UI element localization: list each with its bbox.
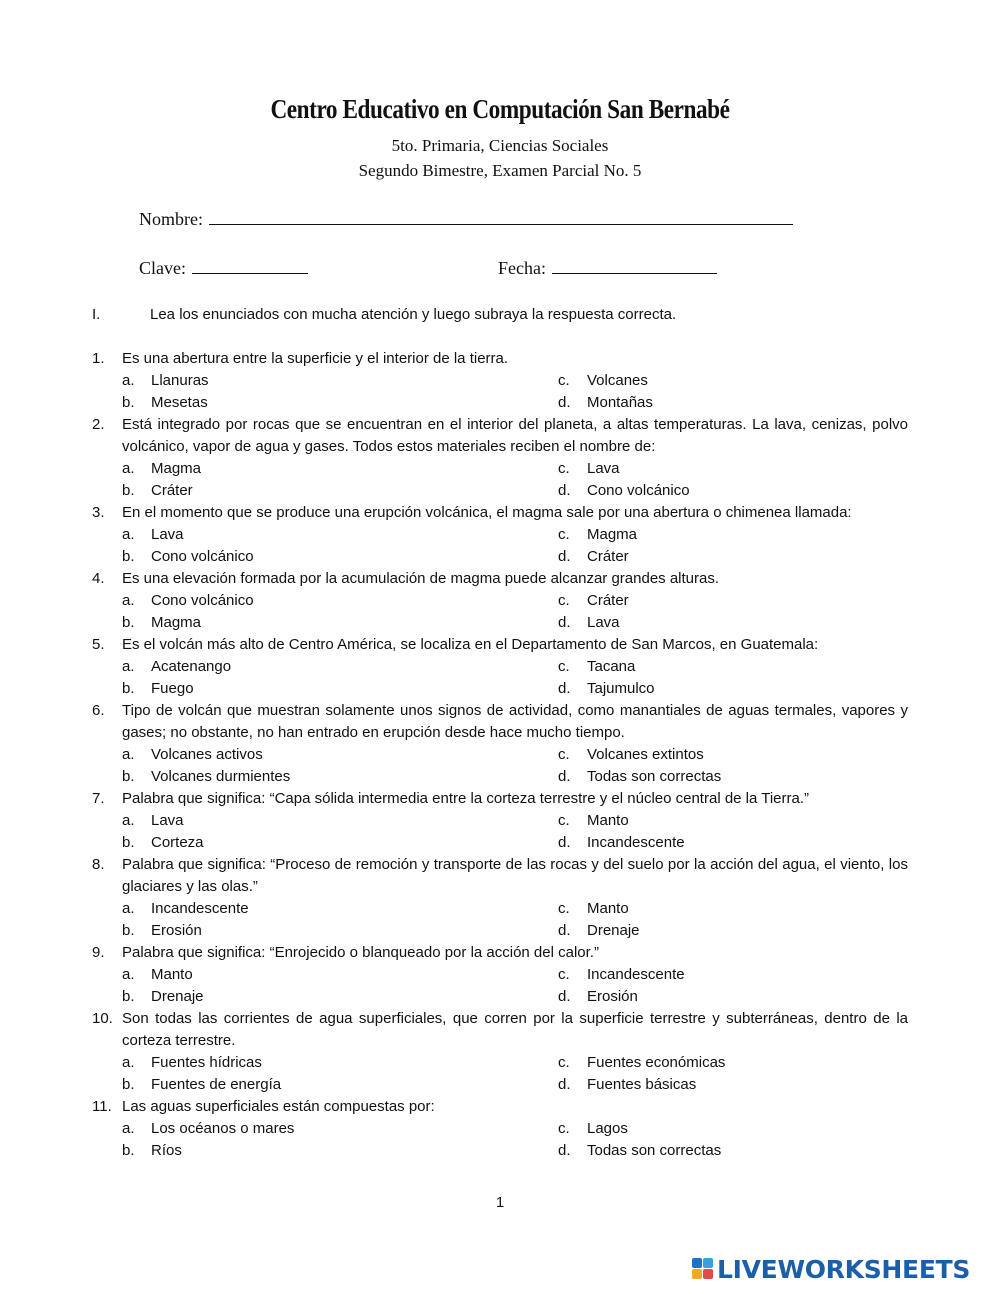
question-number: 4. <box>92 570 105 587</box>
option-c[interactable] <box>558 656 635 678</box>
option-c[interactable] <box>558 1118 628 1140</box>
options-grid <box>92 524 908 568</box>
option-letter: d. <box>558 394 571 411</box>
option-b[interactable] <box>122 1074 281 1096</box>
option-c[interactable] <box>558 524 637 546</box>
question-text: Está integrado por rocas que se encuentran en el interior del planeta, a altas temperaturas. La lava, cenizas, polvo volcánico, vapor de agua y gases. Todos estos materiales reciben el nombre de: <box>122 416 908 455</box>
option-b[interactable] <box>122 832 204 854</box>
option-text: Lava <box>587 614 620 631</box>
option-text: Todas son correctas <box>587 1142 722 1159</box>
fecha-label: Fecha: <box>498 258 546 278</box>
clave-label: Clave: <box>139 258 186 278</box>
option-letter: b. <box>122 614 135 631</box>
options-grid <box>92 656 908 700</box>
option-letter: b. <box>122 834 135 851</box>
question-9 <box>92 942 908 1008</box>
question-text: Es el volcán más alto de Centro América, se localiza en el Departamento de San Marcos, en Guatemala: <box>122 636 819 653</box>
options-grid <box>92 590 908 634</box>
options-grid <box>92 1052 908 1096</box>
option-text: Drenaje <box>151 988 204 1005</box>
nombre-blank[interactable] <box>209 210 793 225</box>
option-b[interactable] <box>122 920 202 942</box>
option-d[interactable] <box>558 1140 721 1162</box>
option-text: Manto <box>587 900 629 917</box>
question-text: Tipo de volcán que muestran solamente unos signos de actividad, como manantiales de aguas termales, vapores y gases; no obstante, no han entrado en erupción desde hace mucho tiempo. <box>122 702 908 741</box>
option-text: Lava <box>151 526 184 543</box>
option-b[interactable] <box>122 480 193 502</box>
question-text: En el momento que se produce una erupción volcánica, el magma sale por una abertura o chimenea llamada: <box>122 504 852 521</box>
option-letter: b. <box>122 988 135 1005</box>
option-b[interactable] <box>122 1140 182 1162</box>
question-text: Las aguas superficiales están compuestas por: <box>122 1098 435 1115</box>
question-text: Palabra que significa: “Capa sólida intermedia entre la corteza terrestre y el núcleo central de la Tierra.” <box>122 790 810 807</box>
option-text: Incandescente <box>587 966 685 983</box>
option-b[interactable] <box>122 766 290 788</box>
question-8 <box>92 854 908 942</box>
question-text: Es una abertura entre la superficie y el interior de la tierra. <box>122 350 509 367</box>
option-letter: a. <box>122 1120 135 1137</box>
question-3 <box>92 502 908 568</box>
question-1 <box>92 348 908 414</box>
option-letter: a. <box>122 372 135 389</box>
option-letter: a. <box>122 812 135 829</box>
option-d[interactable] <box>558 766 721 788</box>
option-c[interactable] <box>558 964 685 986</box>
option-text: Magma <box>151 460 202 477</box>
option-d[interactable] <box>558 480 690 502</box>
option-a[interactable] <box>122 370 209 392</box>
question-4 <box>92 568 908 634</box>
option-text: Tajumulco <box>587 680 655 697</box>
option-letter: a. <box>122 746 135 763</box>
option-text: Lava <box>151 812 184 829</box>
option-letter: a. <box>122 966 135 983</box>
question-5 <box>92 634 908 700</box>
option-letter: c. <box>558 900 570 917</box>
question-list <box>92 348 908 1162</box>
option-text: Magma <box>151 614 202 631</box>
option-c[interactable] <box>558 370 648 392</box>
option-d[interactable] <box>558 986 638 1008</box>
option-text: Cono volcánico <box>151 592 254 609</box>
question-2 <box>92 414 908 502</box>
option-a[interactable] <box>122 744 263 766</box>
nombre-field <box>139 209 793 230</box>
brand-name: LIVEWORKSHEETS <box>717 1254 971 1284</box>
question-10 <box>92 1008 908 1096</box>
option-letter: d. <box>558 988 571 1005</box>
options-grid <box>92 810 908 854</box>
option-text: Volcanes durmientes <box>151 768 291 785</box>
option-text: Volcanes extintos <box>587 746 704 763</box>
option-letter: d. <box>558 922 571 939</box>
option-text: Todas son correctas <box>587 768 722 785</box>
option-d[interactable] <box>558 546 629 568</box>
option-letter: c. <box>558 592 570 609</box>
option-text: Erosión <box>587 988 638 1005</box>
option-a[interactable] <box>122 1118 294 1140</box>
question-stem <box>92 854 908 898</box>
option-letter: b. <box>122 1076 135 1093</box>
option-letter: b. <box>122 548 135 565</box>
option-text: Mesetas <box>151 394 208 411</box>
option-letter: b. <box>122 922 135 939</box>
option-letter: a. <box>122 900 135 917</box>
question-stem <box>92 414 908 458</box>
option-text: Fuentes hídricas <box>151 1054 262 1071</box>
option-letter: d. <box>558 768 571 785</box>
option-text: Erosión <box>151 922 202 939</box>
fecha-blank[interactable] <box>552 259 717 274</box>
option-b[interactable] <box>122 612 201 634</box>
option-text: Ríos <box>151 1142 182 1159</box>
question-text: Palabra que significa: “Proceso de remoción y transporte de las rocas y del suelo por la acción del agua, el viento, los glaciares y las olas.” <box>122 856 908 895</box>
option-letter: c. <box>558 460 570 477</box>
question-text: Son todas las corrientes de agua superficiales, que corren por la superficie terrestre y subterráneas, dentro de la corteza terrestre. <box>122 1010 908 1049</box>
option-text: Llanuras <box>151 372 209 389</box>
option-text: Lava <box>587 460 620 477</box>
option-a[interactable] <box>122 898 249 920</box>
question-text: Palabra que significa: “Enrojecido o blanqueado por la acción del calor.” <box>122 944 599 961</box>
question-stem <box>92 1096 908 1118</box>
option-text: Fuentes económicas <box>587 1054 726 1071</box>
option-a[interactable] <box>122 810 184 832</box>
option-text: Acatenango <box>151 658 232 675</box>
option-text: Incandescente <box>587 834 685 851</box>
options-grid <box>92 744 908 788</box>
option-text: Cono volcánico <box>587 482 690 499</box>
clave-blank[interactable] <box>192 259 308 274</box>
subtitle-exam: Segundo Bimestre, Examen Parcial No. 5 <box>358 161 642 180</box>
option-c[interactable] <box>558 458 620 480</box>
option-letter: b. <box>122 768 135 785</box>
option-d[interactable] <box>558 1074 696 1096</box>
section-number: I. <box>92 306 101 323</box>
options-grid <box>92 898 908 942</box>
liveworksheets-logo <box>692 1254 970 1284</box>
question-number: 5. <box>92 636 105 653</box>
option-a[interactable] <box>122 964 193 986</box>
question-11 <box>92 1096 908 1162</box>
option-c[interactable] <box>558 810 629 832</box>
nombre-label: Nombre: <box>139 209 203 229</box>
option-letter: b. <box>122 1142 135 1159</box>
option-c[interactable] <box>558 744 704 766</box>
option-text: Fuentes básicas <box>587 1076 697 1093</box>
question-number: 11. <box>92 1098 112 1115</box>
option-c[interactable] <box>558 898 629 920</box>
option-letter: d. <box>558 548 571 565</box>
option-b[interactable] <box>122 678 194 700</box>
question-number: 8. <box>92 856 105 873</box>
option-text: Cráter <box>587 548 629 565</box>
option-text: Los océanos o mares <box>151 1120 295 1137</box>
option-text: Manto <box>151 966 193 983</box>
option-letter: c. <box>558 1120 570 1137</box>
option-text: Cráter <box>587 592 629 609</box>
option-letter: c. <box>558 1054 570 1071</box>
question-number: 7. <box>92 790 105 807</box>
question-number: 3. <box>92 504 105 521</box>
option-letter: d. <box>558 834 571 851</box>
option-text: Magma <box>587 526 638 543</box>
option-b[interactable] <box>122 546 254 568</box>
question-number: 6. <box>92 702 105 719</box>
section-instruction-text: Lea los enunciados con mucha atención y luego subraya la respuesta correcta. <box>150 306 677 323</box>
option-letter: c. <box>558 812 570 829</box>
option-text: Lagos <box>587 1120 628 1137</box>
option-letter: a. <box>122 526 135 543</box>
options-grid <box>92 370 908 414</box>
option-letter: d. <box>558 680 571 697</box>
option-text: Cono volcánico <box>151 548 254 565</box>
question-number: 1. <box>92 350 105 367</box>
question-7 <box>92 788 908 854</box>
options-grid <box>92 964 908 1008</box>
option-letter: a. <box>122 658 135 675</box>
option-text: Manto <box>587 812 629 829</box>
option-c[interactable] <box>558 1052 725 1074</box>
option-letter: d. <box>558 614 571 631</box>
option-c[interactable] <box>558 590 629 612</box>
option-letter: a. <box>122 1054 135 1071</box>
option-text: Incandescente <box>151 900 249 917</box>
liveworksheets-icon <box>692 1258 714 1280</box>
question-stem <box>92 348 908 370</box>
option-text: Tacana <box>587 658 636 675</box>
option-text: Fuentes de energía <box>151 1076 282 1093</box>
option-a[interactable] <box>122 524 184 546</box>
option-letter: d. <box>558 1142 571 1159</box>
option-a[interactable] <box>122 458 201 480</box>
option-text: Volcanes activos <box>151 746 263 763</box>
option-letter: c. <box>558 658 570 675</box>
option-letter: c. <box>558 966 570 983</box>
option-d[interactable] <box>558 612 620 634</box>
option-letter: b. <box>122 482 135 499</box>
page-title: Centro Educativo en Computación San Bernabé <box>270 94 730 124</box>
question-number: 10. <box>92 1010 113 1027</box>
option-letter: b. <box>122 680 135 697</box>
option-letter: b. <box>122 394 135 411</box>
option-d[interactable] <box>558 392 653 414</box>
question-text: Es una elevación formada por la acumulación de magma puede alcanzar grandes alturas. <box>122 570 720 587</box>
option-b[interactable] <box>122 392 208 414</box>
subtitle-grade: 5to. Primaria, Ciencias Sociales <box>391 136 609 155</box>
options-grid <box>92 1118 908 1162</box>
option-d[interactable] <box>558 678 655 700</box>
question-stem <box>92 788 908 810</box>
option-letter: c. <box>558 526 570 543</box>
fecha-field <box>498 258 717 279</box>
question-stem <box>92 1008 908 1052</box>
option-a[interactable] <box>122 1052 262 1074</box>
option-b[interactable] <box>122 986 204 1008</box>
option-a[interactable] <box>122 656 231 678</box>
option-d[interactable] <box>558 832 685 854</box>
option-d[interactable] <box>558 920 640 942</box>
option-text: Cráter <box>151 482 193 499</box>
options-grid <box>92 458 908 502</box>
page-number: 1 <box>495 1194 505 1211</box>
option-text: Drenaje <box>587 922 640 939</box>
question-stem <box>92 502 908 524</box>
option-text: Volcanes <box>587 372 648 389</box>
question-number: 9. <box>92 944 105 961</box>
option-letter: c. <box>558 372 570 389</box>
option-letter: d. <box>558 482 571 499</box>
option-letter: a. <box>122 460 135 477</box>
option-text: Corteza <box>151 834 204 851</box>
option-text: Montañas <box>587 394 653 411</box>
question-stem <box>92 634 908 656</box>
clave-field <box>139 258 308 279</box>
option-text: Fuego <box>151 680 194 697</box>
question-stem <box>92 700 908 744</box>
question-stem <box>92 568 908 590</box>
question-number: 2. <box>92 416 105 433</box>
option-letter: c. <box>558 746 570 763</box>
option-a[interactable] <box>122 590 254 612</box>
question-6 <box>92 700 908 788</box>
option-letter: a. <box>122 592 135 609</box>
option-letter: d. <box>558 1076 571 1093</box>
question-stem <box>92 942 908 964</box>
